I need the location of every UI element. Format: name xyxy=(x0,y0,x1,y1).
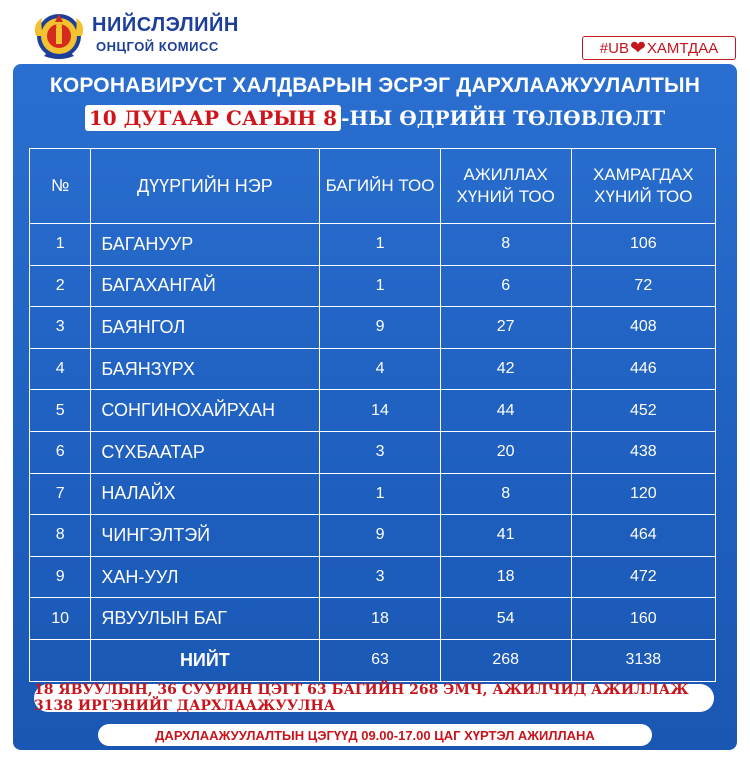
covered-count-cell: 464 xyxy=(571,515,715,557)
table-total-row xyxy=(30,639,716,681)
district-name-cell: БАГАНУУР xyxy=(91,224,320,266)
district-name-cell: БАГАХАНГАЙ xyxy=(91,265,320,307)
row-number-cell: 5 xyxy=(30,390,91,432)
table-row xyxy=(30,224,716,266)
title-line2 xyxy=(0,106,750,130)
row-number-cell: 4 xyxy=(30,348,91,390)
team-count-cell: 18 xyxy=(320,598,440,640)
team-count-cell: 1 xyxy=(320,473,440,515)
header-covered-count: ХАМРАГДАХ ХҮНИЙ ТОО xyxy=(571,149,715,224)
table-row xyxy=(30,598,716,640)
row-number-cell: 9 xyxy=(30,556,91,598)
vaccination-plan-table xyxy=(29,148,716,682)
covered-count-cell: 72 xyxy=(571,265,715,307)
total-team-count-cell: 63 xyxy=(320,639,440,681)
team-count-cell: 9 xyxy=(320,515,440,557)
district-name-cell: СОНГИНОХАЙРХАН xyxy=(91,390,320,432)
total-staff-count-cell: 268 xyxy=(440,639,571,681)
table-row xyxy=(30,307,716,349)
staff-count-cell: 44 xyxy=(440,390,571,432)
district-name-cell: ХАН-УУЛ xyxy=(91,556,320,598)
org-name-line2: ОНЦГОЙ КОМИСС xyxy=(96,39,219,54)
hours-banner: ДАРХЛААЖУУЛАЛТЫН ЦЭГҮҮД 09.00-17.00 ЦАГ ХҮРТЭЛ АЖИЛЛАНА xyxy=(98,724,652,746)
hashtag-suffix: ХАМТДАА xyxy=(646,39,719,57)
staff-count-cell: 6 xyxy=(440,265,571,307)
covered-count-cell: 408 xyxy=(571,307,715,349)
district-name-cell: НАЛАЙХ xyxy=(91,473,320,515)
team-count-cell: 4 xyxy=(320,348,440,390)
table-row xyxy=(30,431,716,473)
row-number-cell: 3 xyxy=(30,307,91,349)
mongolia-state-emblem-icon xyxy=(30,6,88,62)
header-district-name: ДҮҮРГИЙН НЭР xyxy=(91,149,320,224)
title-line1: КОРОНАВИРУСТ ХАЛДВАРЫН ЭСРЭГ ДАРХЛААЖУУЛАЛТЫН xyxy=(49,74,701,97)
table-row xyxy=(30,348,716,390)
staff-count-cell: 41 xyxy=(440,515,571,557)
team-count-cell: 1 xyxy=(320,224,440,266)
hashtag-badge xyxy=(582,36,736,60)
covered-count-cell: 106 xyxy=(571,224,715,266)
header xyxy=(0,0,750,62)
staff-count-cell: 8 xyxy=(440,224,571,266)
district-name-cell: ЧИНГЭЛТЭЙ xyxy=(91,515,320,557)
row-number-cell: 7 xyxy=(30,473,91,515)
hashtag-prefix: #UB xyxy=(599,39,629,57)
covered-count-cell: 452 xyxy=(571,390,715,432)
heart-icon: ❤ xyxy=(629,37,646,59)
staff-count-cell: 54 xyxy=(440,598,571,640)
table-row xyxy=(30,556,716,598)
staff-count-cell: 20 xyxy=(440,431,571,473)
staff-count-cell: 27 xyxy=(440,307,571,349)
covered-count-cell: 446 xyxy=(571,348,715,390)
covered-count-cell: 160 xyxy=(571,598,715,640)
covered-count-cell: 472 xyxy=(571,556,715,598)
table-row xyxy=(30,265,716,307)
title-line2-rest: -НЫ ӨДРИЙН ТӨЛӨВЛӨЛТ xyxy=(341,106,666,130)
org-name-line1: НИЙСЛЭЛИЙН xyxy=(92,14,239,36)
total-covered-count-cell: 3138 xyxy=(571,639,715,681)
table-row xyxy=(30,390,716,432)
header-team-count: БАГИЙН ТОО xyxy=(320,149,440,224)
team-count-cell: 3 xyxy=(320,431,440,473)
team-count-cell: 14 xyxy=(320,390,440,432)
table-row xyxy=(30,515,716,557)
total-district-name-cell: НИЙТ xyxy=(91,639,320,681)
district-name-cell: СҮХБААТАР xyxy=(91,431,320,473)
district-name-cell: БАЯНЗҮРХ xyxy=(91,348,320,390)
table-row xyxy=(30,473,716,515)
header-number: № xyxy=(30,149,91,224)
covered-count-cell: 438 xyxy=(571,431,715,473)
staff-count-cell: 8 xyxy=(440,473,571,515)
staff-count-cell: 18 xyxy=(440,556,571,598)
table-header-row xyxy=(30,149,716,224)
team-count-cell: 1 xyxy=(320,265,440,307)
date-highlight: 10 ДУГААР САРЫН 8 xyxy=(85,105,341,131)
row-number-cell: 6 xyxy=(30,431,91,473)
district-name-cell: ЯВУУЛЫН БАГ xyxy=(91,598,320,640)
row-number-cell: 1 xyxy=(30,224,91,266)
district-name-cell: БАЯНГОЛ xyxy=(91,307,320,349)
row-number-cell: 2 xyxy=(30,265,91,307)
row-number-cell: 10 xyxy=(30,598,91,640)
total-row-number-cell xyxy=(30,639,91,681)
covered-count-cell: 120 xyxy=(571,473,715,515)
team-count-cell: 3 xyxy=(320,556,440,598)
row-number-cell: 8 xyxy=(30,515,91,557)
staff-count-cell: 42 xyxy=(440,348,571,390)
team-count-cell: 9 xyxy=(320,307,440,349)
header-staff-count: АЖИЛЛАХ ХҮНИЙ ТОО xyxy=(440,149,571,224)
summary-banner: 18 ЯВУУЛЫН, 36 СУУРИН ЦЭГТ 63 БАГИЙН 268 ЭМЧ, АЖИЛЧИД АЖИЛЛАЖ 3138 ИРГЭНИЙГ ДАРХЛААЖУУЛНА xyxy=(34,684,714,712)
